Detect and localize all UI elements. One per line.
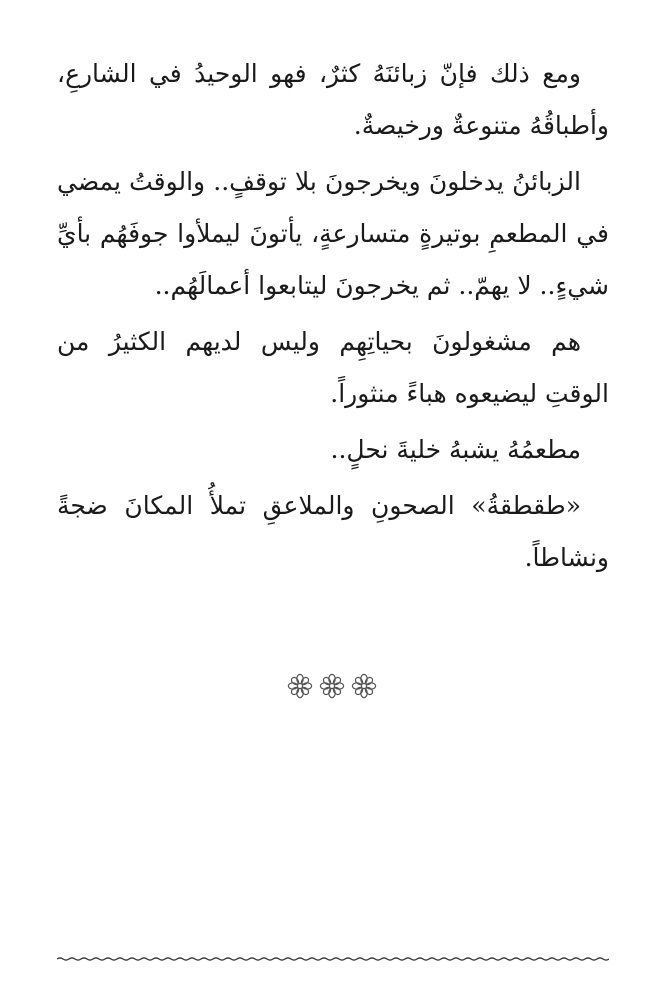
paragraph-3: هم مشغولونَ بحياتِهِم وليس لديهم الكثيرُ من الوقتِ ليضيعوه هباءً منثوراً.: [57, 327, 609, 408]
footer-wavy-rule: [57, 952, 609, 966]
flower-ornament-icon: [282, 668, 382, 704]
section-divider: [0, 668, 663, 708]
page-body-text: [57, 48, 609, 588]
paragraph-2: الزبائنُ يدخلونَ ويخرجونَ بلا توقفٍ.. والوقتُ يمضي في المطعمِ بوتيرةٍ متسارعةٍ، يأتونَ ليملأوا جوفَهُم بأيِّ شيءٍ.. لا يهمّ.. ثم يخرجونَ ليتابعوا أعمالَهُم..: [57, 167, 609, 300]
paragraph-1: ومع ذلك فإنّ زبائنَهُ كثرٌ، فهو الوحيدُ في الشارعِ، وأطباقُهُ متنوعةٌ ورخيصةٌ.: [57, 59, 609, 140]
paragraph-5: «طقطقةُ» الصحونِ والملاعقِ تملأُ المكانَ ضجةً ونشاطاً.: [57, 491, 609, 572]
paragraph-4: مطعمُهُ يشبهُ خليةَ نحلٍ..: [330, 435, 581, 464]
